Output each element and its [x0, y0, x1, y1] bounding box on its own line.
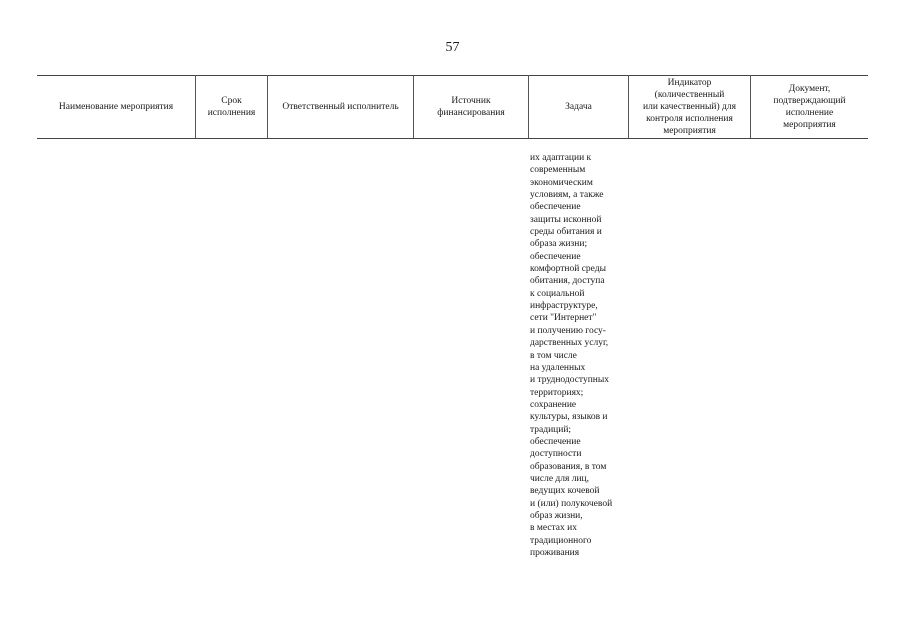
header-cell-indicator — [629, 76, 750, 138]
header-cell-task — [529, 76, 628, 138]
header-label: Срок исполнения — [207, 96, 256, 118]
header-label: Документ, подтверждающий исполнение мероприятия — [773, 84, 846, 130]
header-cell-document — [751, 76, 868, 138]
header-label: Источник финансирования — [437, 96, 505, 118]
header-label: Индикатор (количественный или качественный) для контроля исполнения мероприятия — [643, 78, 736, 136]
header-cell-executor — [268, 76, 413, 138]
header-cell-name — [37, 76, 195, 138]
table-header-border — [37, 138, 868, 139]
page-number: 57 — [445, 40, 460, 55]
header-label: Задача — [565, 102, 592, 112]
header-label: Ответственный исполнитель — [282, 102, 399, 112]
header-cell-funding — [414, 76, 528, 138]
header-cell-deadline — [196, 76, 267, 138]
header-label: Наименование мероприятия — [58, 102, 174, 112]
task-cell: их адаптации к современным экономическим условиям, а также обеспечение защиты исконной среды обитания и образа жизни; обеспечение комфортной среды обитания, доступа к социальной инфраструктуре, сети "Интернет" и получению госу- дарственных услуг, в том числе на удаленных и труднодоступных территориях; сохранение культуры, языков и традиций; обеспечение доступности образования, в том числе для лиц, ведущих кочевой и (или) полукочевой образ жизни, в местах их традиционного проживания — [530, 153, 613, 558]
